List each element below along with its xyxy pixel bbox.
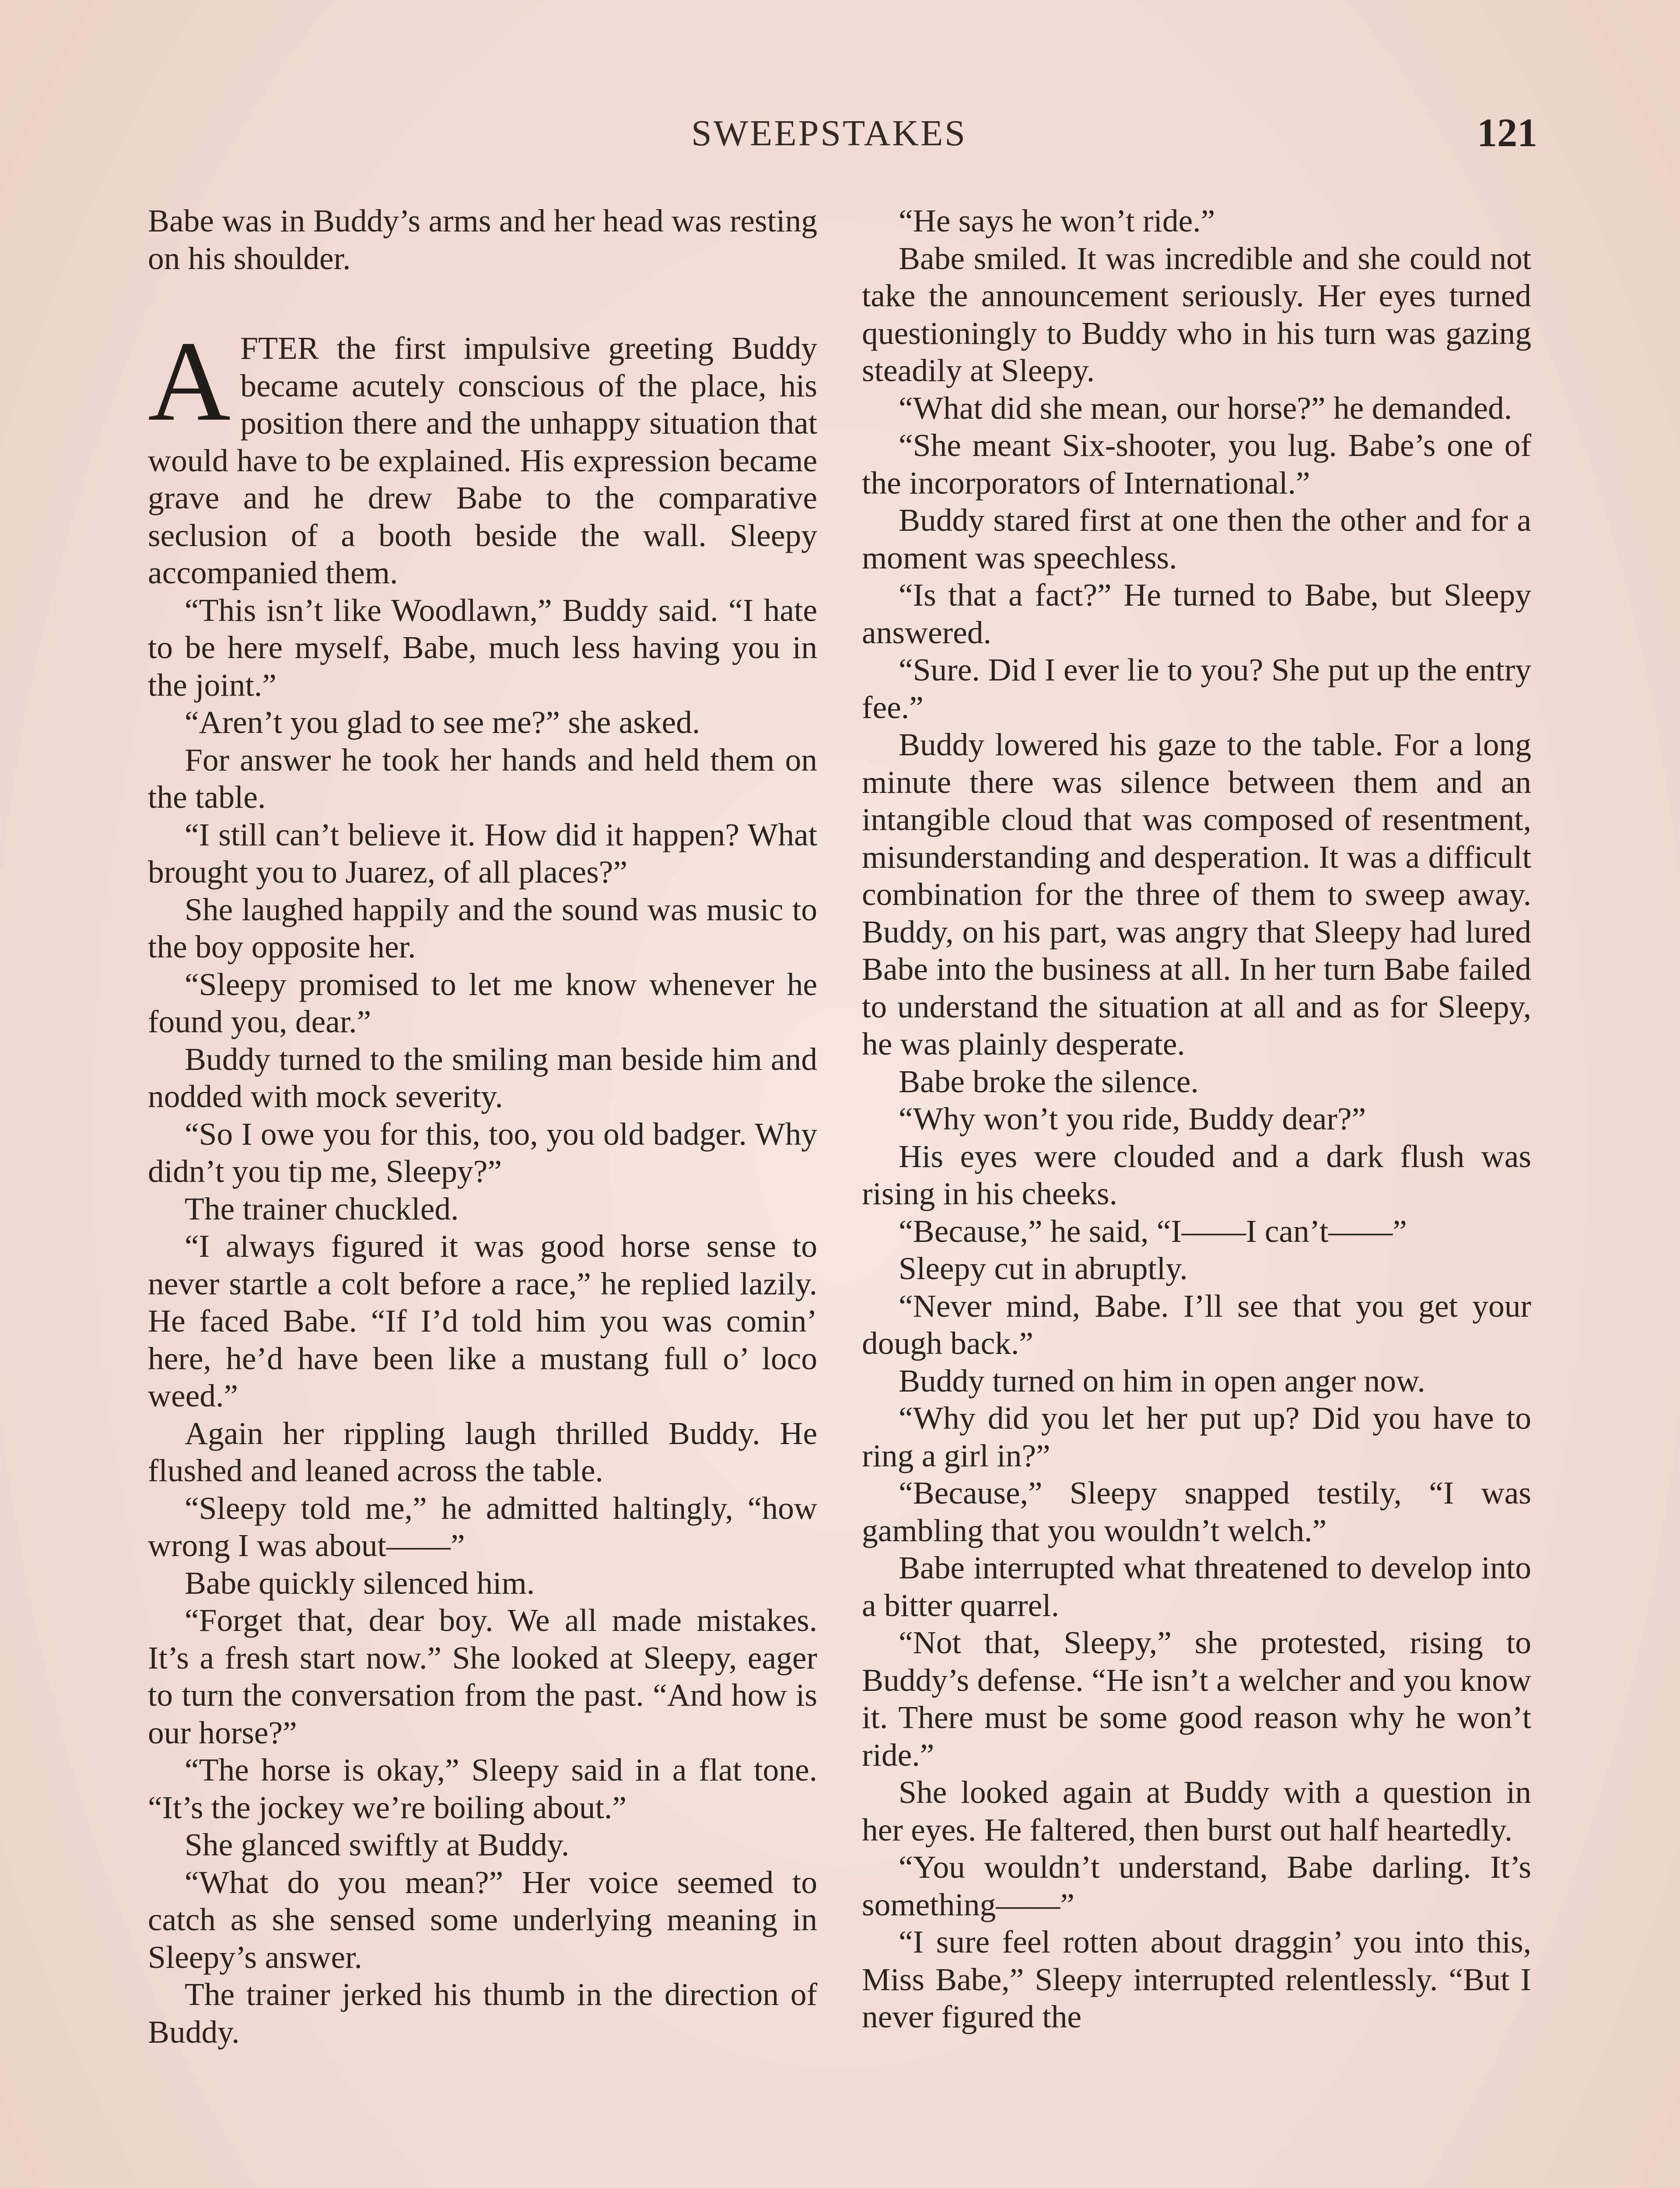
paragraph: “The horse is okay,” Sleepy said in a flat tone. “It’s the jockey we’re boiling about.” [148, 1752, 817, 1825]
paragraph: Buddy lowered his gaze to the table. For a long minute there was silence between them and an intangible cloud that was composed of resentment, misunderstanding and desperation. It was a difficult combination for the three of them to sweep away. Buddy, on his part, was angry that Sleepy had lured Babe into the business at all. In her turn Babe failed to understand the situation at all and as for Sleepy, he was plainly desperate. [862, 727, 1531, 1062]
paragraph: “Not that, Sleepy,” she protested, rising to Buddy’s defense. “He isn’t a welcher and you know it. There must be some good reason why he won’t ride.” [862, 1625, 1531, 1773]
paragraph: Babe smiled. It was incredible and she could not take the announcement seriously. Her eyes turned questioningly to Buddy who in his turn was gazing steadily at Sleepy. [862, 240, 1531, 388]
paragraph: His eyes were clouded and a dark flush was rising in his cheeks. [862, 1138, 1531, 1211]
paragraph: Buddy turned on him in open anger now. [899, 1363, 1425, 1399]
right-column [862, 202, 1531, 2036]
paragraph: “Why won’t you ride, Buddy dear?” [899, 1101, 1366, 1136]
running-head: SWEEPSTAKES [691, 113, 967, 154]
paragraph: Buddy stared first at one then the other and for a moment was speechless. [862, 502, 1531, 575]
paragraph: The trainer chuckled. [185, 1191, 459, 1227]
paragraph: “Because,” he said, “I——I can’t——” [899, 1213, 1407, 1249]
paragraph: The trainer jerked his thumb in the direction of Buddy. [148, 1977, 817, 2050]
paragraph: “He says he won’t ride.” [899, 203, 1215, 238]
paragraph: Buddy turned to the smiling man beside him and nodded with mock severity. [148, 1041, 817, 1114]
paragraph: For answer he took her hands and held them on the table. [148, 742, 817, 815]
paragraph-dropcap [148, 318, 817, 592]
page-number: 121 [1477, 110, 1537, 155]
paragraph: Babe broke the silence. [899, 1063, 1199, 1099]
paragraph: “She meant Six-shooter, you lug. Babe’s one of the incorporators of International.” [862, 428, 1531, 501]
paragraph: Babe quickly silenced him. [185, 1565, 535, 1601]
paragraph: She glanced swiftly at Buddy. [185, 1827, 570, 1862]
paragraph: “Forget that, dear boy. We all made mistakes. It’s a fresh start now.” She looked at Sleepy, eager to turn the conversation from the past. “And how is our horse?” [148, 1602, 817, 1750]
paragraph: “What did she mean, our horse?” he demanded. [899, 390, 1512, 426]
paragraph-text: FTER the first impulsive greeting Buddy became acutely conscious of the place, his position there and the unhappy situation that would have to be explained. His expression became grave and he drew Babe to the comparative seclusion of a booth beside the wall. Sleepy accompanied them. [148, 330, 817, 590]
paragraph: “What do you mean?” Her voice seemed to catch as she sensed some underlying meaning in Sleepy’s answer. [148, 1864, 817, 1975]
paragraph: “Aren’t you glad to see me?” she asked. [185, 705, 700, 740]
paragraph: “I still can’t believe it. How did it happen? What brought you to Juarez, of all places?” [148, 817, 817, 890]
paragraph: “Sure. Did I ever lie to you? She put up the entry fee.” [862, 652, 1531, 725]
drop-cap: A [148, 318, 231, 445]
paragraph: Sleepy cut in abruptly. [899, 1251, 1188, 1286]
paragraph: Babe was in Buddy’s arms and her head was resting on his shoulder. [148, 203, 817, 276]
paragraph: “Why did you let her put up? Did you have to ring a girl in?” [862, 1400, 1531, 1473]
paragraph: Babe interrupted what threatened to develop into a bitter quarrel. [862, 1550, 1531, 1623]
paragraph: “Because,” Sleepy snapped testily, “I was gambling that you wouldn’t welch.” [862, 1475, 1531, 1548]
paragraph: “Never mind, Babe. I’ll see that you get your dough back.” [862, 1288, 1531, 1361]
left-column [148, 202, 817, 2051]
paragraph: “Sleepy promised to let me know whenever he found you, dear.” [148, 966, 817, 1039]
paragraph: “Sleepy told me,” he admitted haltingly, “how wrong I was about——” [148, 1490, 817, 1563]
paragraph: “I always figured it was good horse sense to never startle a colt before a race,” he replied lazily. He faced Babe. “If I’d told him you was comin’ here, he’d have been like a mustang full o’ loco weed.” [148, 1228, 817, 1413]
paragraph: “You wouldn’t understand, Babe darling. It’s something——” [862, 1849, 1531, 1922]
paragraph: She looked again at Buddy with a question in her eyes. He faltered, then burst out half heartedly. [862, 1774, 1531, 1848]
paragraph: Again her rippling laugh thrilled Buddy. He flushed and leaned across the table. [148, 1415, 817, 1488]
paragraph: “This isn’t like Woodlawn,” Buddy said. “I hate to be here myself, Babe, much less having you in the joint.” [148, 592, 817, 703]
paragraph: “Is that a fact?” He turned to Babe, but Sleepy answered. [862, 577, 1531, 650]
paragraph: She laughed happily and the sound was music to the boy opposite her. [148, 891, 817, 964]
paragraph: “So I owe you for this, too, you old badger. Why didn’t you tip me, Sleepy?” [148, 1116, 817, 1189]
paragraph: “I sure feel rotten about draggin’ you into this, Miss Babe,” Sleepy interrupted relentlessly. “But I never figured the [862, 1924, 1531, 2034]
